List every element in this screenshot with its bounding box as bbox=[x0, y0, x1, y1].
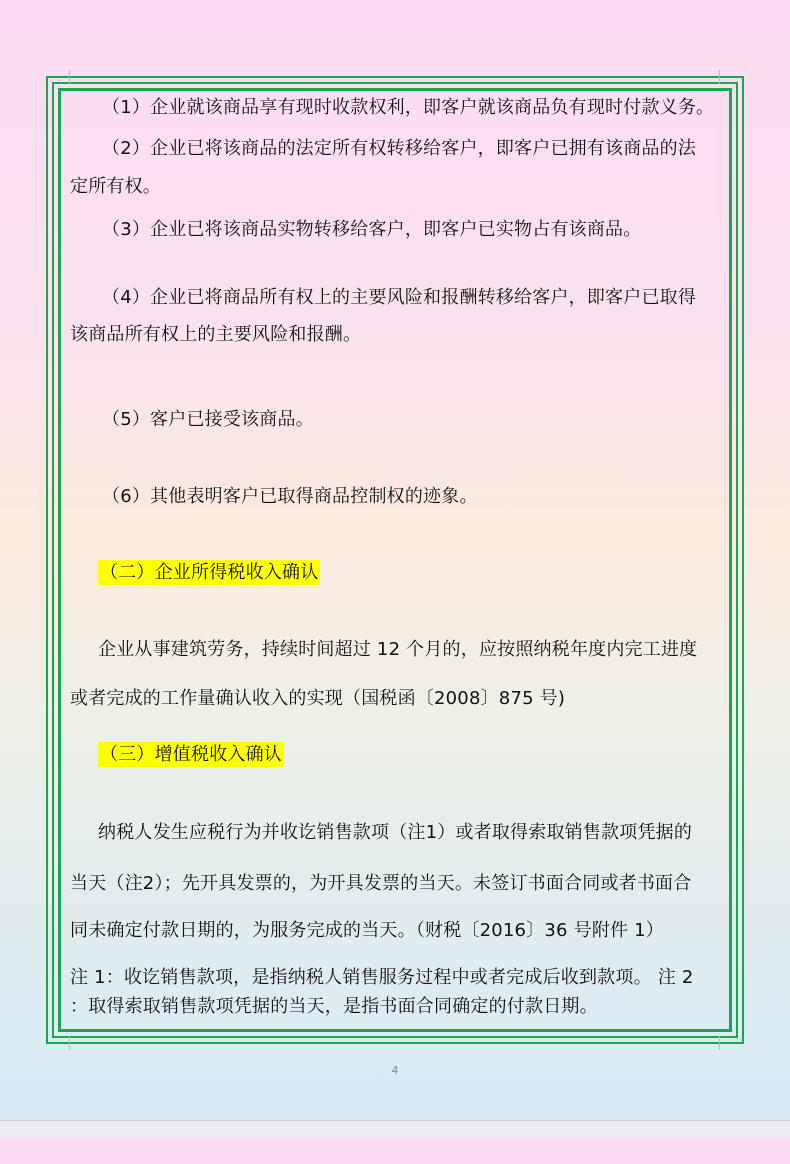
text-line: （6）其他表明客户已取得商品控制权的迹象。 bbox=[102, 486, 478, 507]
section-heading bbox=[98, 744, 284, 766]
text-line: （2）企业已将该商品的法定所有权转移给客户，即客户已拥有该商品的法 bbox=[102, 138, 697, 159]
crop-mark bbox=[69, 1036, 70, 1050]
highlighted-heading: （二）企业所得税收入确认 bbox=[100, 562, 319, 583]
crop-mark bbox=[719, 70, 720, 84]
text-line: 或者完成的工作量确认收入的实现（国税函〔2008〕875 号) bbox=[70, 688, 566, 709]
text-line: 当天（注2）；先开具发票的，为开具发票的当天。未签订书面合同或者书面合 bbox=[70, 873, 692, 894]
footnote-line: 注 1：收讫销售款项，是指纳税人销售服务过程中或者完成后收到款项。 注 2 bbox=[70, 967, 694, 988]
text-line: 企业从事建筑劳务，持续时间超过 12 个月的，应按照纳税年度内完工进度 bbox=[98, 639, 698, 660]
text-line: （5）客户已接受该商品。 bbox=[102, 409, 314, 430]
viewer-bottom-bar bbox=[0, 1120, 790, 1139]
text-line: （1）企业就该商品享有现时收款权利，即客户就该商品负有现时付款义务。 bbox=[102, 97, 715, 118]
text-line: 该商品所有权上的主要风险和报酬。 bbox=[70, 324, 362, 345]
text-line: 定所有权。 bbox=[70, 176, 161, 197]
text-line: 同未确定付款日期的，为服务完成的当天。（财税〔2016〕36 号附件 1） bbox=[70, 920, 665, 941]
text-line: 纳税人发生应税行为并收讫销售款项（注1）或者取得索取销售款项凭据的 bbox=[98, 822, 693, 843]
text-line: （4）企业已将商品所有权上的主要风险和报酬转移给客户，即客户已取得 bbox=[102, 287, 697, 308]
footnote-line: ：取得索取销售款项凭据的当天，是指书面合同确定的付款日期。 bbox=[70, 996, 598, 1017]
crop-mark bbox=[719, 1036, 720, 1050]
crop-mark bbox=[69, 70, 70, 84]
section-heading bbox=[98, 562, 320, 584]
highlighted-heading: （三）增值税收入确认 bbox=[100, 744, 282, 765]
page-number: 4 bbox=[391, 1064, 399, 1077]
text-line: （3）企业已将该商品实物转移给客户，即客户已实物占有该商品。 bbox=[102, 219, 642, 240]
viewer-bottom-strip bbox=[0, 1138, 790, 1164]
